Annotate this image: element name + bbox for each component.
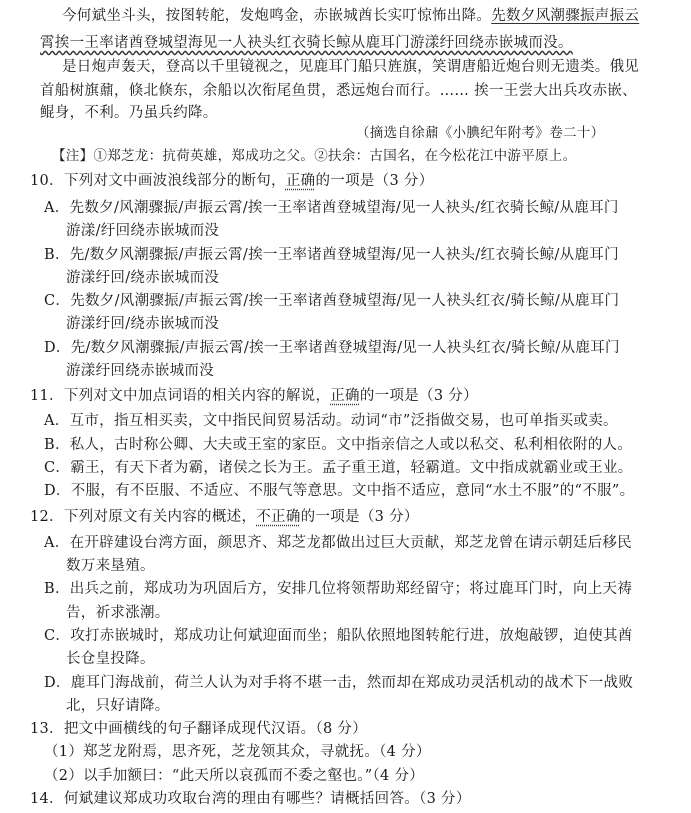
q12-stem-points: 的一项是（3 分）	[300, 508, 419, 525]
q11-stem-emphasis: 正确	[330, 388, 360, 405]
q10-option-a-line-1: A．先数夕/风潮骤振/声振云霄/挨一王率诸酋登城望海/见一人袂头/红衣骑长鲸/从鹿耳门	[44, 199, 619, 216]
passage-line-4: 首船树旗鼐，倏北倏东，余船以次衔尾鱼贯，悉远炮台而行。…… 挨一王尝大出兵攻赤嵌、	[40, 82, 637, 99]
passage-note: 【注】①郑芝龙：抗荷英雄，郑成功之父。②扶余：古国名，在今松花江中游平原上。	[52, 147, 577, 164]
q13-sentence-2: （2）以手加额曰：“此天所以哀孤而不委之壑也。”（4 分）	[44, 767, 425, 784]
q10-option-c-line-2: 游漾纡回/绕赤嵌城而没	[66, 316, 220, 333]
q13-sentence-1: （1）郑芝龙附焉，思齐死，芝龙领其众，寻就抚。（4 分）	[44, 744, 431, 761]
q12-option-d-line-2: 北，只好请降。	[66, 697, 170, 714]
q11-option-b: B．私人，古时称公卿、大夫或王室的家臣。文中指亲信之人或以私交、私利相依附的人。	[44, 436, 633, 453]
q10-option-c-line-1: C．先数夕/风潮骤振/声振云霄/挨一王率诸酋登城望海/见一人袂头红衣/骑长鲸/从鹿耳门	[44, 293, 620, 310]
q12-option-d-line-1: D．鹿耳门海战前，荷兰人认为对手将不堪一击，然而却在郑成功灵活机动的战术下一战败	[44, 674, 634, 691]
q11-option-c: C．霸王，有天下者为霸，诸侯之长为王。孟子重王道，轻霸道。文中指成就霸业或王业。	[44, 460, 633, 477]
q11-stem	[30, 386, 478, 406]
q14-stem: 14．何斌建议郑成功攻取台湾的理由有哪些？请概括回答。（3 分）	[30, 791, 471, 807]
q10-option-b-line-1: B．先/数夕风潮骤振/声振云霄/挨一王率诸酋登城望海/见一人袂头/红衣骑长鲸/从鹿耳门	[44, 246, 619, 263]
q10-stem	[30, 171, 434, 191]
q12-option-c-line-2: 长仓皇投降。	[66, 651, 155, 668]
q11-stem-text: 11．下列对文中加点词语的相关内容的解说，	[30, 388, 331, 405]
q12-stem-emphasis: 不正确	[256, 508, 301, 525]
q12-option-c-line-1: C．攻打赤嵌城时，郑成功让何斌迎面而坐；船队依照地图转舵行进，放炮敲锣，迫使其酋	[44, 627, 633, 644]
passage-line-3: 是日炮声轰天，登高以千里镜视之，见鹿耳门船只旌旗，笑谓唐船近炮台则无遗类。俄见	[62, 59, 640, 76]
q10-option-d-line-2: 游漾纡回绕赤嵌城而没	[66, 363, 214, 380]
q11-stem-points: 的一项是（3 分）	[359, 388, 478, 405]
q10-stem-points: 的一项是（3 分）	[315, 172, 434, 189]
q12-option-a-line-1: A．在开辟建设台湾方面，颜思齐、郑芝龙都做出过巨大贡献，郑芝龙曾在请示朝廷后移民	[44, 534, 632, 551]
q13-stem: 13．把文中画横线的句子翻译成现代汉语。（8 分）	[30, 721, 368, 738]
passage-line-1	[62, 6, 639, 26]
q10-stem-text: 10．下列对文中画波浪线部分的断句，	[30, 172, 286, 189]
q11-option-d: D．不服，有不臣服、不适应、不服气等意思。文中指不适应，意同“水土不服”的“不服”。	[44, 483, 635, 500]
q12-option-b-line-1: B．出兵之前，郑成功为巩固后方，安排几位将领帮助郑经留守；将过鹿耳门时，向上天祷	[44, 581, 633, 598]
q12-stem-text: 12．下列对原文有关内容的概述，	[30, 508, 257, 525]
q12-stem	[30, 507, 419, 527]
q12-option-b-line-2: 告，祈求涨潮。	[66, 604, 170, 621]
passage-line-2-wavy: 霄挨一王率诸酋登城望海见一人袂头红衣骑长鲸从鹿耳门游漾纡回绕赤嵌城而没。	[40, 34, 573, 51]
q10-option-b-line-2: 游漾纡回/绕赤嵌城而没	[66, 269, 220, 286]
q10-option-d-line-1: D．先/数夕风潮骤振/声振云霄/挨一王率诸酋登城望海/见一人袂头红衣/骑长鲸/从鹿耳门	[44, 339, 620, 356]
passage-line-1-plain: 今何斌坐斗头，按图转舵，发炮鸣金，赤嵌城酋长实叮惊怖出降。	[62, 7, 492, 24]
passage-source: （摘选自徐鼐《小腆纪年附考》卷二十）	[356, 125, 605, 142]
q12-option-a-line-2: 数万来垦殖。	[66, 558, 155, 575]
q11-option-a: A．互市，指互相买卖，文中指民间贸易活动。动词“市”泛指做交易，也可单指买或卖。	[44, 413, 618, 430]
q10-option-a-line-2: 游漾/纡回绕赤嵌城而没	[66, 223, 220, 240]
q10-stem-emphasis: 正确	[285, 172, 316, 189]
passage-line-5: 鲲身，不利。乃虽兵约降。	[40, 104, 218, 121]
passage-line-1-underlined: 先数夕风潮骤振声振云	[491, 7, 640, 24]
